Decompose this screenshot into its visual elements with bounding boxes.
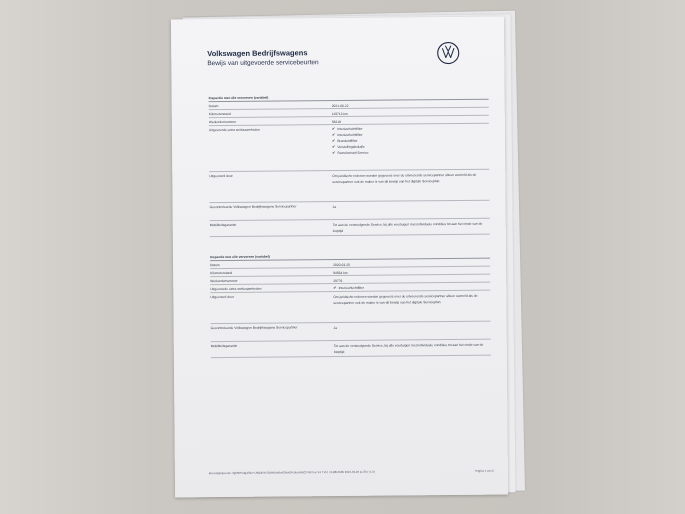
vw-logo-icon	[436, 41, 460, 65]
row-label: Datum	[208, 103, 219, 108]
document-subtitle: Bewijs van uitgevoerde servicebeurten	[207, 59, 319, 68]
service-section	[209, 93, 490, 237]
service-document-page	[171, 17, 508, 498]
checked-item	[333, 283, 488, 290]
table-row	[210, 219, 490, 237]
row-value: Ja	[332, 204, 337, 209]
checkmark-icon: ✔	[332, 149, 336, 155]
row-value: Tot aan de eerstvolgende Service, bij alle voertuigen met individuele condities tot aan het einde van de looptijd	[333, 342, 484, 354]
row-label: Gecontroleerde Volkswagen Bedrijfswagens Servicepartner	[209, 203, 297, 209]
table-row	[209, 170, 489, 203]
row-value	[333, 283, 488, 290]
row-label: Gecontroleerde Volkswagen Bedrijfswagens Servicepartner	[210, 324, 298, 330]
row-label: Datum	[210, 262, 220, 267]
service-section	[210, 252, 491, 358]
row-label: Uitgevoerde extra werkzaamheden	[210, 286, 262, 291]
row-label: Uitgevoerd door	[210, 294, 234, 299]
row-label: Kilometerstand	[210, 270, 233, 275]
row-value: Ja	[333, 325, 338, 330]
checkmark-icon: ✔	[331, 125, 336, 131]
table-row	[211, 340, 491, 358]
table-row	[210, 291, 490, 324]
checked-item-label: Remvloeistof Service	[337, 150, 369, 155]
checked-item	[332, 148, 487, 155]
checkmark-icon: ✔	[331, 137, 336, 143]
row-value	[332, 124, 487, 155]
row-value: 94564 km	[333, 270, 348, 275]
row-label: Uitgevoerd door	[209, 173, 233, 178]
row-value: Om juridische redenen worden gegevens over de uitvoerende servicepartner alleen vermeld als de servicepartner ook de maker is van dit bewijs van het digitale Serviceplan.	[333, 293, 478, 305]
row-label: Uitgevoerde extra werkzaamheden	[208, 127, 261, 132]
row-value: 2020-03-20	[333, 262, 350, 267]
section-title: Inspectie met olie verversen (variabel)	[209, 93, 489, 102]
row-value: 58218	[331, 119, 342, 124]
row-label: Kilometerstand	[208, 111, 231, 116]
checked-item-label: Brandstoffilter	[337, 138, 358, 143]
row-value: 119713 km	[331, 111, 348, 116]
row-label: Werkordernummer	[208, 119, 237, 124]
checked-item-label: Verstellingsbokalle	[337, 144, 365, 149]
row-label: Mobiliteitsgarantie	[210, 343, 238, 348]
checkmark-icon: ✔	[331, 131, 336, 137]
page-number: Pagina 4 van 5	[475, 468, 494, 473]
checkmark-icon: ✔	[333, 284, 337, 290]
row-label: Mobiliteitsgarantie	[209, 222, 237, 227]
row-value: Om juridische redenen worden gegevens over de uitvoerende servicepartner alleen vermeld als de servicepartner ook de maker is van dit bewijs van het digitale Serviceplan.	[332, 172, 477, 184]
section-title: Inspectie met olie verversen (variabel)	[210, 252, 490, 261]
brand-title: Volkswagen Bedrijfswagens	[207, 48, 308, 59]
checked-item-label: Interieurluchtfilter	[337, 126, 363, 131]
table-row	[209, 124, 489, 172]
row-value: Tot aan de eerstvolgende Service, bij alle voertuigen met individuele condities tot aan het einde van de looptijd	[332, 221, 483, 233]
confirmation-code: Bevestigingscode: 9gO9HVdgdGkn+U9kDh0v7EMNiVaKbdG5kNO4JtiaARhCtYNtrTvx7V4 TVN: 76-8815585 2024-02-26 11:33 (+1.0)	[208, 469, 375, 476]
row-value: 29776	[333, 278, 343, 283]
document-footer	[209, 469, 494, 475]
checkmark-icon: ✔	[332, 143, 336, 149]
checked-item-label: Interieurluchtfilter	[338, 285, 364, 290]
checked-item-label: Interieurluchtfilter	[337, 132, 363, 137]
row-value: 2021-06-22	[331, 103, 349, 108]
row-label: Werkordernummer	[210, 278, 238, 283]
